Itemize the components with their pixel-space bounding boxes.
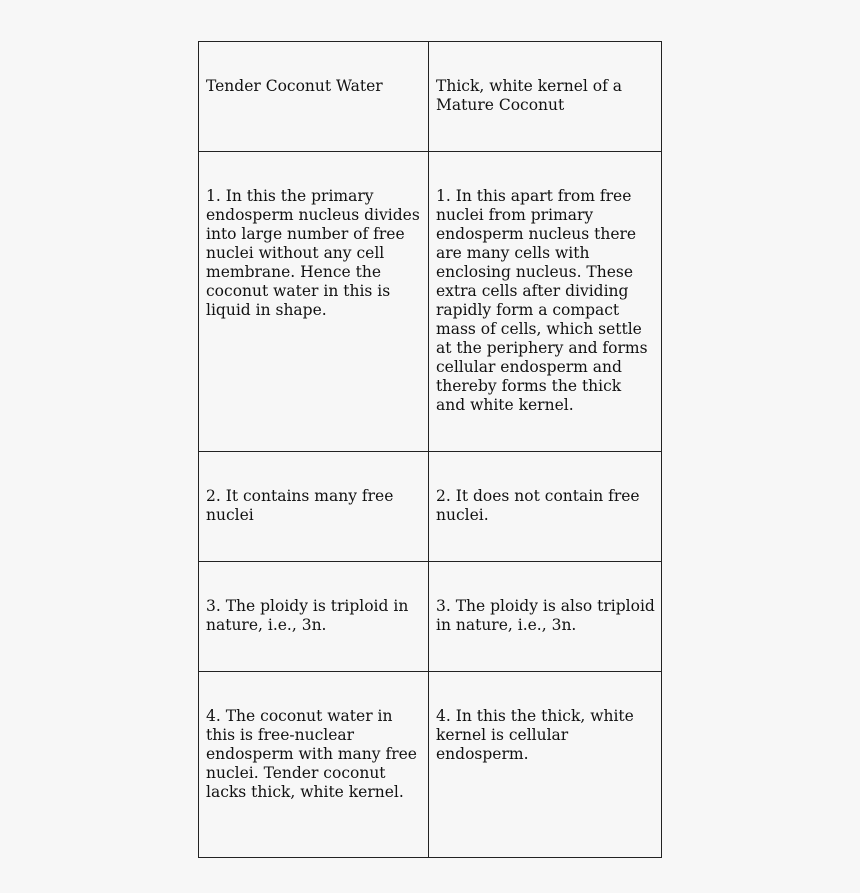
- table-cell: [429, 152, 662, 452]
- table-cell: [199, 562, 429, 672]
- table-cell: [199, 152, 429, 452]
- cell-text: 2. It does not contain free nuclei.: [436, 487, 640, 524]
- header-cell-mature-coconut-kernel: [429, 42, 662, 152]
- cell-text: 3. The ploidy is also triploid in nature, i.e., 3n.: [436, 597, 655, 634]
- header-text: Tender Coconut Water: [206, 77, 383, 95]
- header-cell-tender-coconut-water: [199, 42, 429, 152]
- header-text: Thick, white kernel of a Mature Coconut: [436, 77, 622, 114]
- table-row: [199, 452, 662, 562]
- table-cell: [199, 452, 429, 562]
- comparison-table: [198, 41, 662, 858]
- table-row: [199, 672, 662, 858]
- table-cell: [429, 562, 662, 672]
- table-cell: [429, 452, 662, 562]
- cell-text: 2. It contains many free nuclei: [206, 487, 394, 524]
- table-row: [199, 152, 662, 452]
- cell-text: 4. The coconut water in this is free-nuclear endosperm with many free nuclei. Tender coconut lacks thick, white kernel.: [206, 707, 417, 801]
- cell-text: 3. The ploidy is triploid in nature, i.e., 3n.: [206, 597, 409, 634]
- table-cell: [429, 672, 662, 858]
- table-cell: [199, 672, 429, 858]
- table-row: [199, 562, 662, 672]
- cell-text: 1. In this the primary endosperm nucleus divides into large number of free nuclei without any cell membrane. Hence the coconut water in this is liquid in shape.: [206, 187, 420, 319]
- table-header-row: [199, 42, 662, 152]
- cell-text: 1. In this apart from free nuclei from primary endosperm nucleus there are many cells with enclosing nucleus. These extra cells after dividing rapidly form a compact mass of cells, which settle at the periphery and forms cellular endosperm and thereby forms the thick and white kernel.: [436, 187, 648, 414]
- cell-text: 4. In this the thick, white kernel is cellular endosperm.: [436, 707, 634, 763]
